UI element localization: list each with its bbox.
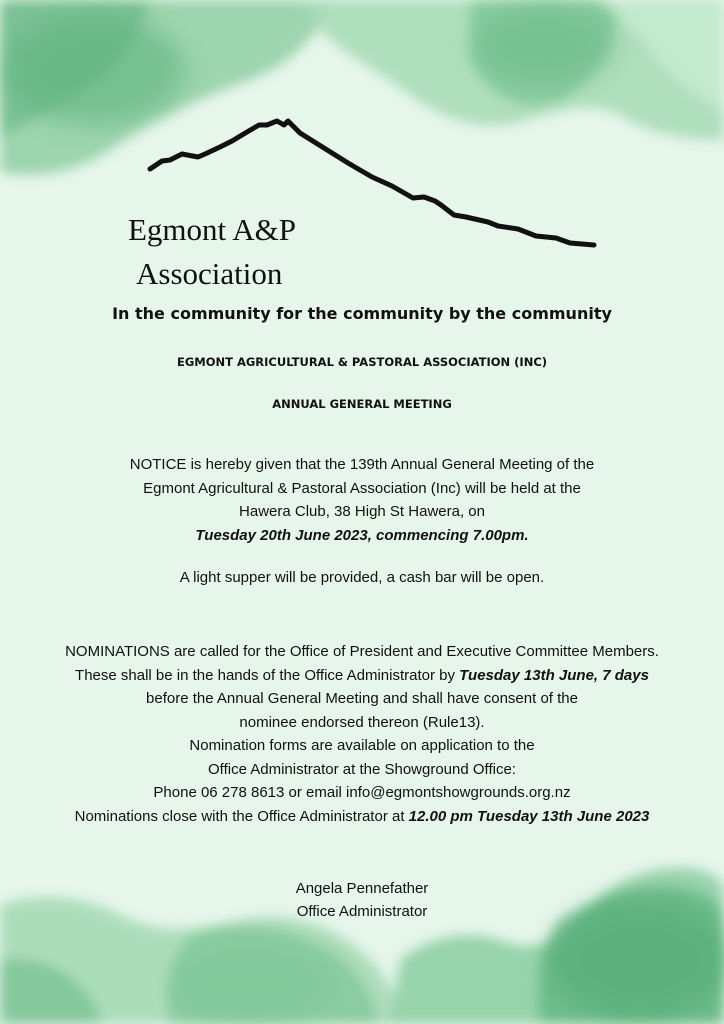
meeting-date: Tuesday 20th June 2023, commencing 7.00pm. <box>195 526 529 544</box>
meeting-heading: ANNUAL GENERAL MEETING <box>272 397 452 411</box>
nominations-close-time: 12.00 pm Tuesday 13th June 2023 <box>408 807 650 825</box>
nominations-line-3: before the Annual General Meeting and shall have consent of the <box>146 690 578 707</box>
org-heading: EGMONT AGRICULTURAL & PASTORAL ASSOCIATION (INC) <box>176 355 548 369</box>
logo-line-2: Association <box>136 256 283 291</box>
nominations-deadline: Tuesday 13th June, 7 days <box>459 666 649 684</box>
nominations-paragraph <box>0 640 724 828</box>
nominations-line-1: NOMINATIONS are called for the Office of President and Executive Committee Members. <box>65 643 659 660</box>
signoff <box>0 877 724 923</box>
notice-paragraph <box>40 453 684 547</box>
notice-line-3: Hawera Club, 38 High St Hawera, on <box>239 503 485 520</box>
nominations-line-8 <box>0 805 724 829</box>
nominations-line-5: Nomination forms are available on application to the <box>189 737 535 754</box>
logo-wordmark <box>100 208 360 296</box>
nominations-line-2 <box>0 664 724 688</box>
nominations-line-8-text: Nominations close with the Office Administrator at <box>74 807 409 825</box>
tagline: In the community for the community by the community <box>112 304 612 323</box>
logo-line-1: Egmont A&P <box>128 212 296 247</box>
notice-line-2: Egmont Agricultural & Pastoral Association (Inc) will be held at the <box>143 479 581 497</box>
nominations-line-2-text: These shall be in the hands of the Office Administrator by <box>75 666 460 684</box>
nominations-line-4: nominee endorsed thereon (Rule13). <box>239 713 485 731</box>
notice-line-1: NOTICE is hereby given that the 139th Annual General Meeting of the <box>129 456 595 473</box>
signoff-name: Angela Pennefather <box>295 880 429 897</box>
signoff-title: Office Administrator <box>296 903 428 920</box>
nominations-line-6: Office Administrator at the Showground Office: <box>208 760 516 778</box>
contact-line: Phone 06 278 8613 or email info@egmontshowgrounds.org.nz <box>153 784 571 801</box>
supper-note: A light supper will be provided, a cash bar will be open. <box>179 569 545 586</box>
